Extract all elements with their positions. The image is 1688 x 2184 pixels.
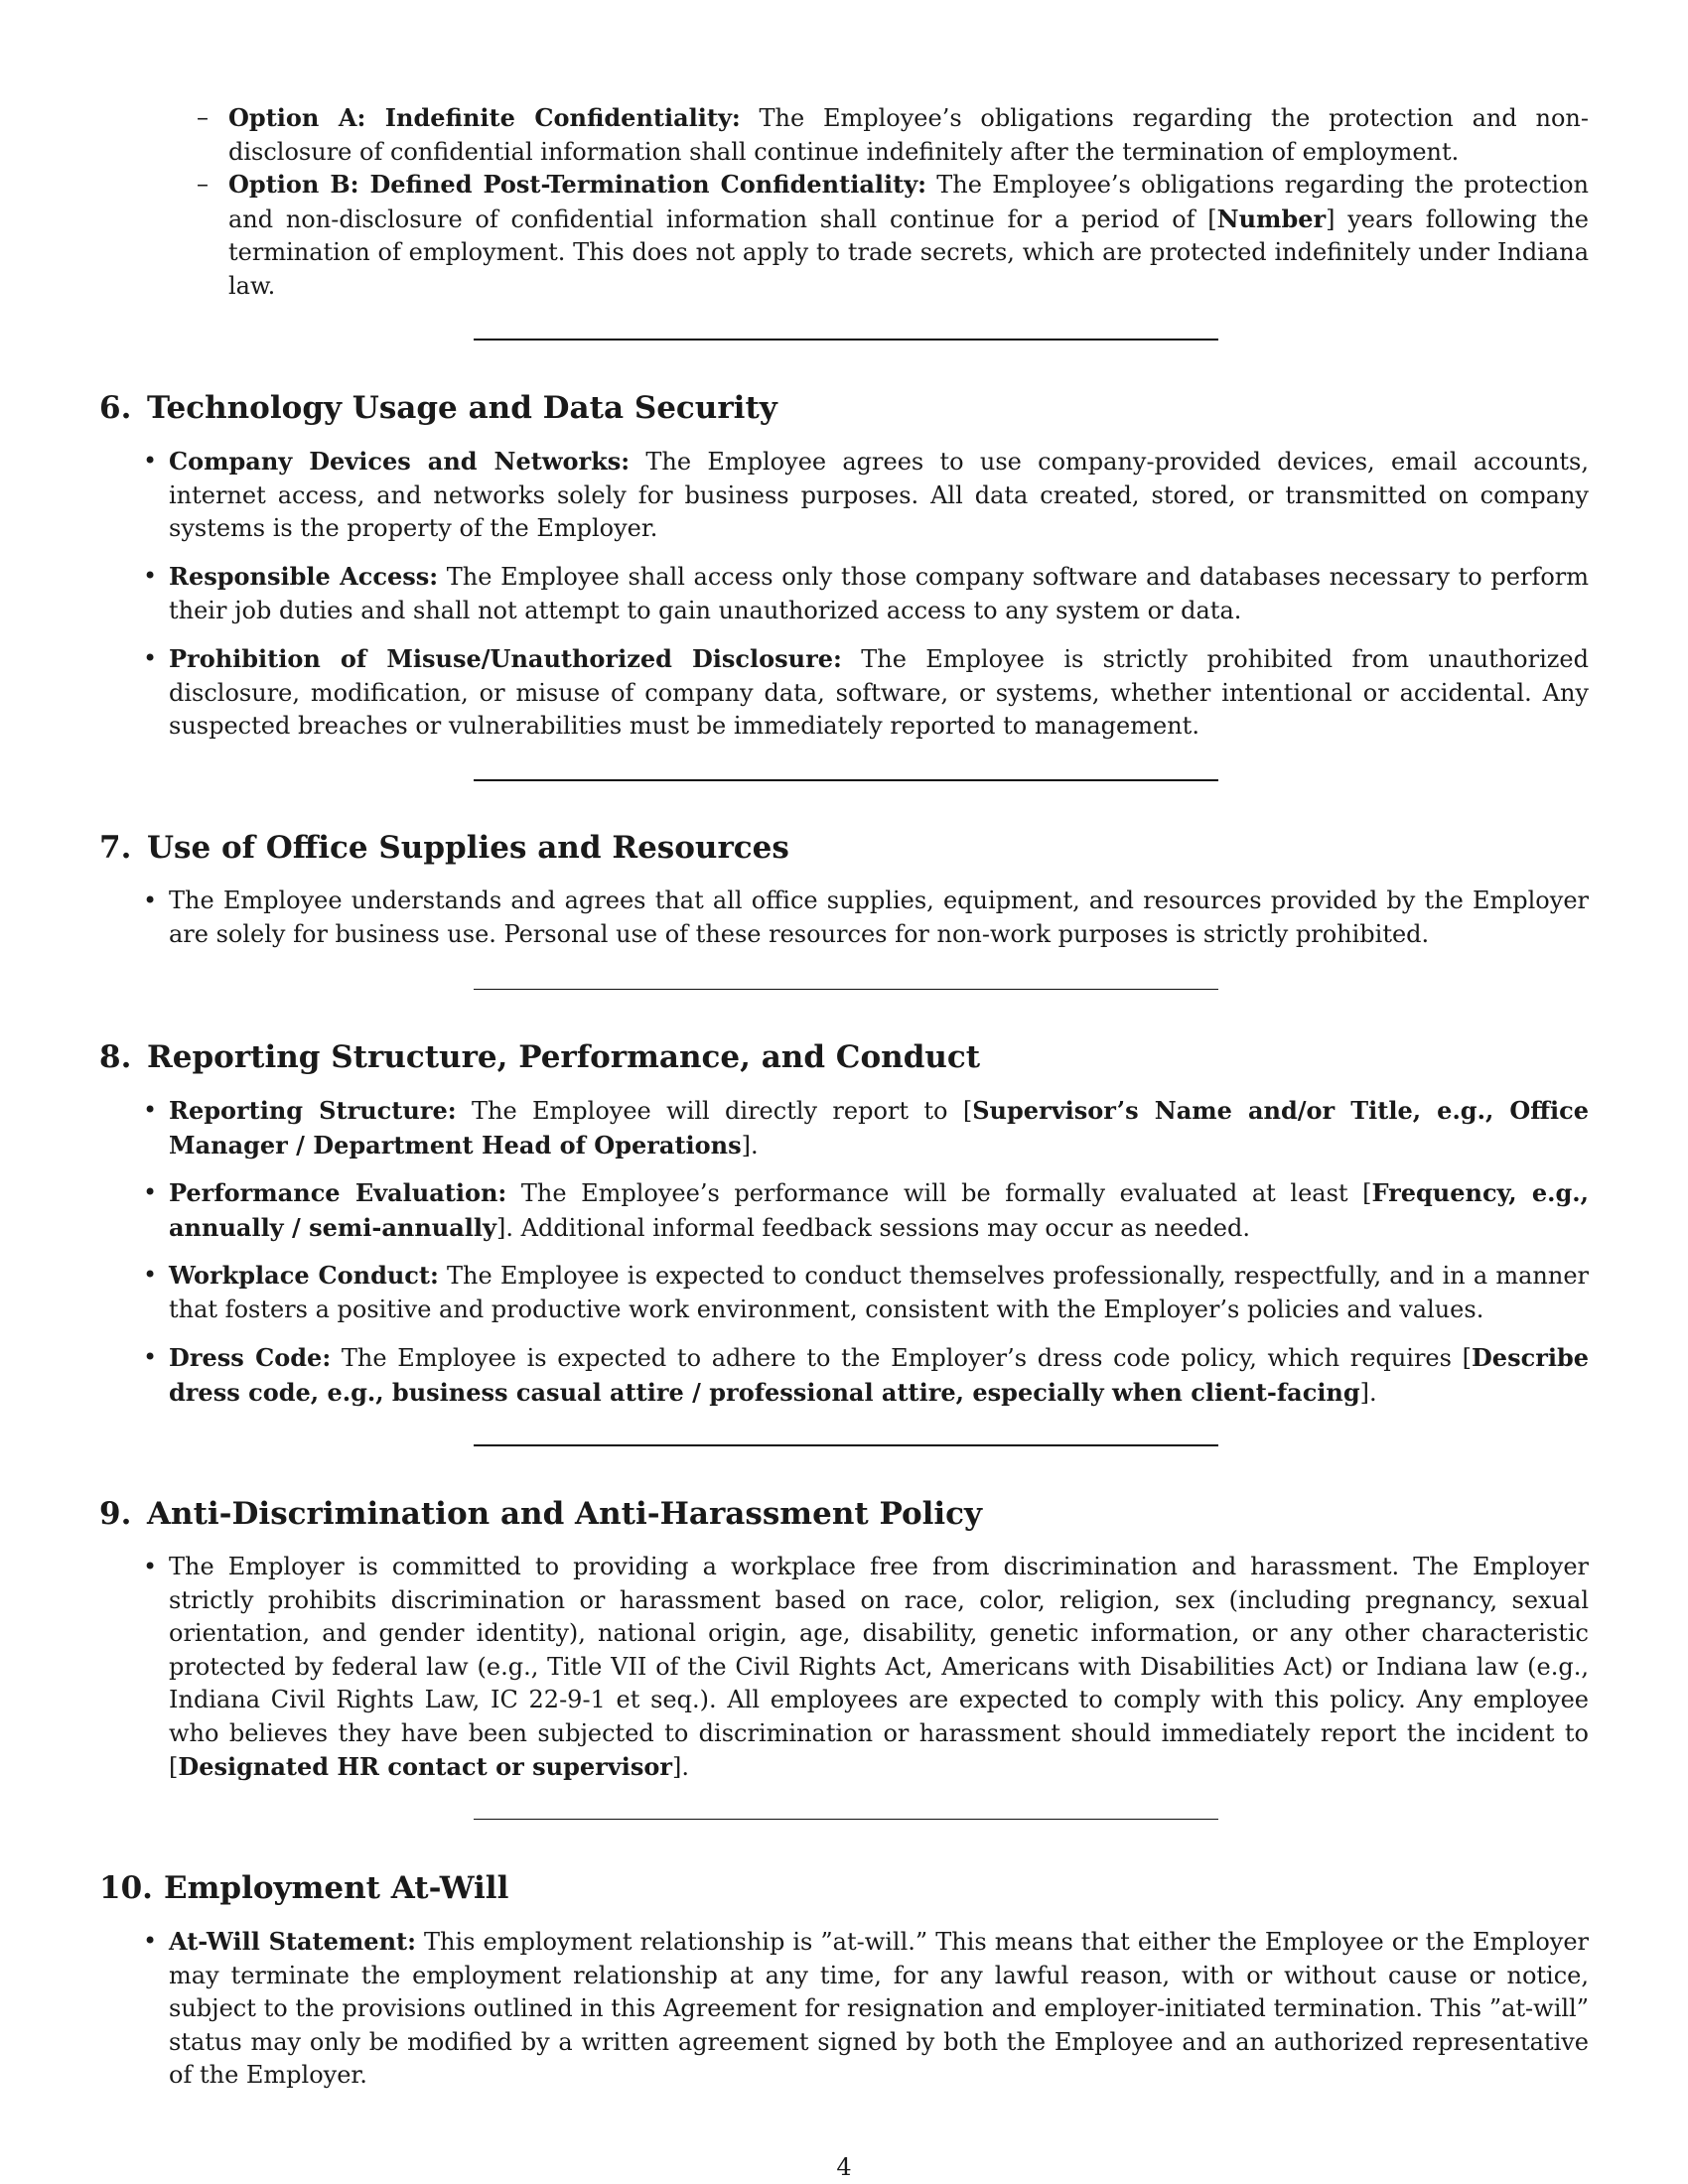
- section-title: Anti-Discrimination and Anti-Harassment Policy: [147, 1496, 983, 1532]
- section-8-heading: [99, 1037, 980, 1077]
- bullet-marker: •: [143, 1261, 158, 1289]
- bullet-marker: •: [143, 887, 158, 914]
- section-9-heading: [99, 1494, 982, 1534]
- section-title: Employment At-Will: [164, 1870, 509, 1906]
- item-label: Dress Code:: [169, 1343, 332, 1372]
- option-b-title: Option B: Defined Post-Termination Confidentiality:: [228, 170, 926, 199]
- section-title: Technology Usage and Data Security: [147, 390, 777, 426]
- list-item: [143, 560, 1589, 627]
- item-placeholder: Supervisor’s Name and/or Title, e.g., Office Manager / Department Head of Operations: [169, 1096, 1589, 1160]
- bullet-marker: •: [143, 562, 158, 590]
- item-text-after: ]. Additional informal feedback sessions may occur as needed.: [496, 1213, 1250, 1242]
- item-text: The Employee’s performance will be formally evaluated at least [: [506, 1179, 1372, 1207]
- bullet-marker: •: [143, 1927, 158, 1955]
- item-text: The Employee is strictly prohibited from unauthorized disclosure, modification, or misuse of company data, software, or systems, whether intentional or accidental. Any suspected breaches or vulnerabilities must be immediately reported to management.: [169, 645, 1589, 740]
- item-text-after: ].: [1359, 1378, 1377, 1407]
- page-number: 4: [836, 2153, 852, 2181]
- option-b-text: The Employee’s obligations regarding the protection and non-disclosure of confidential information shall continue for a period of [: [228, 171, 1589, 233]
- section-title: Use of Office Supplies and Resources: [147, 830, 789, 866]
- item-text-after: ].: [741, 1131, 759, 1160]
- item-text: The Employee will directly report to [: [456, 1097, 973, 1125]
- section-number: 10.: [99, 1870, 153, 1906]
- list-item: [143, 445, 1589, 546]
- list-item: [143, 642, 1589, 744]
- item-label: Company Devices and Networks:: [169, 447, 631, 476]
- item-label: Prohibition of Misuse/Unauthorized Disclosure:: [169, 644, 842, 673]
- section-divider: [474, 779, 1218, 781]
- dash-marker: –: [197, 170, 209, 198]
- option-a: [197, 101, 1589, 169]
- bullet-marker: •: [143, 1553, 158, 1580]
- bullet-marker: •: [143, 644, 158, 672]
- section-title: Reporting Structure, Performance, and Conduct: [147, 1039, 981, 1075]
- item-label: Responsible Access:: [169, 562, 439, 591]
- item-text: The Employee agrees to use company-provided devices, email accounts, internet access, and networks solely for business purposes. All data created, stored, or transmitted on company systems is the property of the Employer.: [169, 448, 1589, 542]
- option-b-text-after: ] years following the termination of employment. This does not apply to trade secrets, which are protected indefinitely under Indiana law.: [228, 205, 1589, 300]
- section-divider: [474, 339, 1218, 341]
- list-item: [143, 1551, 1589, 1785]
- section-divider: [474, 1819, 1218, 1820]
- section-10-heading: [99, 1868, 508, 1908]
- item-placeholder: Describe dress code, e.g., business casual attire / professional attire, especially when client-facing: [169, 1343, 1590, 1407]
- item-text: The Employee understands and agrees that all office supplies, equipment, and resources provided by the Employer are solely for business use. Personal use of these resources for non-work purposes is strictly prohibited.: [169, 887, 1589, 948]
- section-number: 9.: [99, 1496, 132, 1532]
- item-text: The Employee is expected to conduct themselves professionally, respectfully, and in a manner that fosters a positive and productive work environment, consistent with the Employer’s policies and values.: [169, 1262, 1590, 1323]
- item-text-after: ].: [672, 1753, 689, 1781]
- bullet-marker: •: [143, 447, 158, 475]
- item-label: At-Will Statement:: [169, 1927, 416, 1956]
- item-placeholder: Frequency, e.g., annually / semi-annually: [169, 1178, 1589, 1242]
- section-7-heading: [99, 828, 789, 868]
- section-number: 7.: [99, 830, 132, 866]
- dash-marker: –: [197, 103, 209, 131]
- option-a-text: The Employee’s obligations regarding the protection and non-disclosure of confidential information shall continue indefinitely after the termination of employment.: [228, 104, 1589, 166]
- list-item: [143, 885, 1589, 951]
- bullet-marker: •: [143, 1096, 158, 1124]
- list-item: [143, 1094, 1589, 1162]
- bullet-marker: •: [143, 1343, 158, 1371]
- list-item: [143, 1176, 1589, 1245]
- section-number: 6.: [99, 390, 132, 426]
- bullet-marker: •: [143, 1178, 158, 1206]
- item-label: Reporting Structure:: [169, 1096, 457, 1125]
- item-text: This employment relationship is ”at-will.” This means that either the Employee or the Employer may terminate the employment relationship at any time, for any lawful reason, with or without cause or notice, subject to the provisions outlined in this Agreement for resignation and employer-initiated termination. This ”at-will” status may only be modified by a written agreement signed by both the Employee and an authorized representative of the Employer.: [169, 1928, 1589, 2089]
- section-number: 8.: [99, 1039, 132, 1075]
- item-text: The Employee shall access only those company software and databases necessary to perform their job duties and shall not attempt to gain unauthorized access to any system or data.: [169, 563, 1589, 624]
- section-divider: [474, 1444, 1218, 1446]
- item-text: The Employee is expected to adhere to the Employer’s dress code policy, which requires [: [331, 1344, 1472, 1372]
- option-b: [197, 168, 1589, 303]
- list-item: [143, 1341, 1590, 1410]
- list-item: [143, 1259, 1590, 1326]
- section-6-heading: [99, 388, 777, 428]
- item-label: Workplace Conduct:: [169, 1261, 439, 1290]
- option-a-title: Option A: Indefinite Confidentiality:: [228, 103, 741, 132]
- item-label: Performance Evaluation:: [169, 1178, 507, 1207]
- list-item: [143, 1925, 1589, 2093]
- item-placeholder: Designated HR contact or supervisor: [178, 1752, 672, 1781]
- section-divider: [474, 989, 1218, 990]
- item-text: The Employer is committed to providing a workplace free from discrimination and harassment. The Employer strictly prohibits discrimination or harassment based on race, color, religion, sex (including pregnancy, sexual orientation, and gender identity), national origin, age, disability, genetic information, or any other characteristic protected by federal law (e.g., Title VII of the Civil Rights Act, Americans with Disabilities Act) or Indiana law (e.g., Indiana Civil Rights Law, IC 22-9-1 et seq.). All employees are expected to comply with this policy. Any employee who believes they have been subjected to discrimination or harassment should immediately report the incident to [: [169, 1553, 1589, 1781]
- option-b-placeholder: Number: [1216, 204, 1327, 233]
